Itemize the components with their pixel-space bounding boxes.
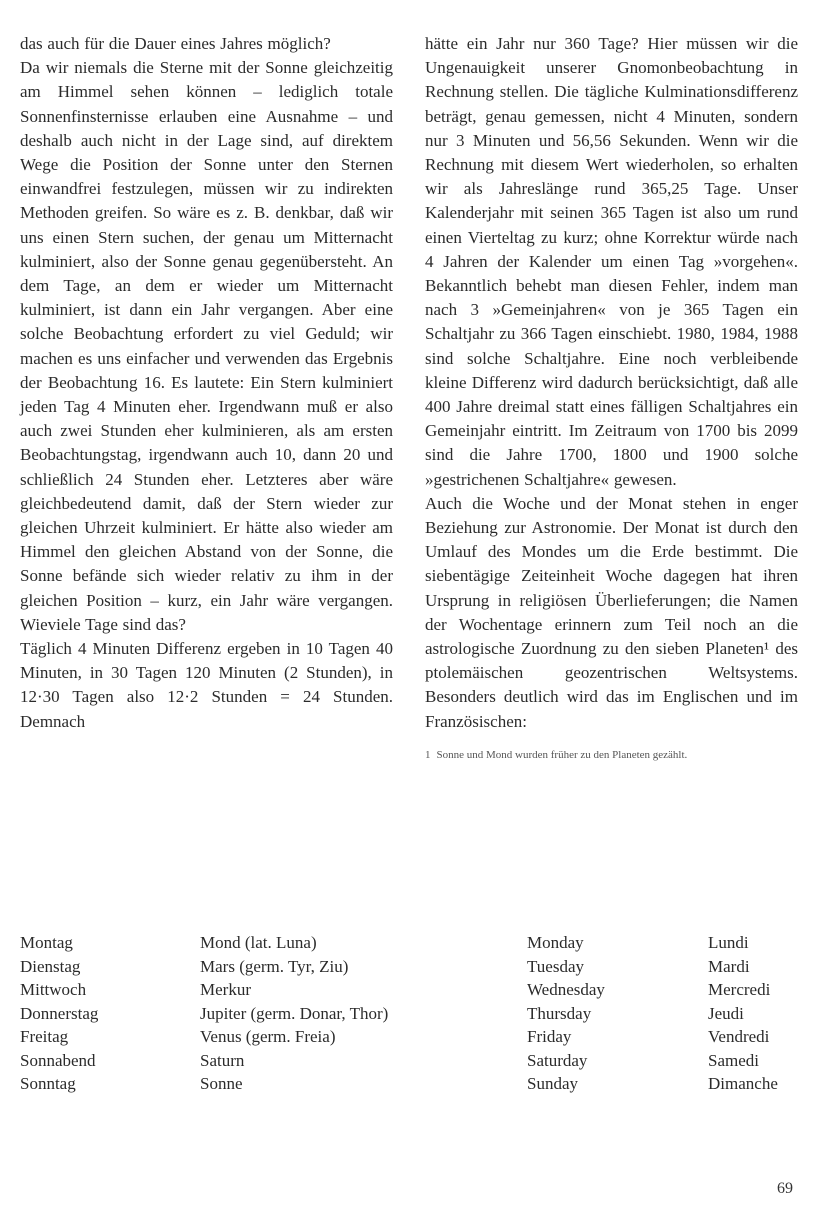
english-weekday: Thursday bbox=[527, 1003, 592, 1023]
planet-name: Venus (germ. Freia) bbox=[200, 1027, 336, 1046]
table-row bbox=[20, 931, 810, 955]
german-weekday: Montag bbox=[20, 933, 73, 952]
footnote bbox=[425, 748, 798, 762]
english-weekday: Tuesday bbox=[527, 956, 584, 976]
english-weekday: Saturday bbox=[527, 1050, 588, 1070]
weekday-names-table bbox=[20, 931, 810, 1096]
english-weekday: Monday bbox=[527, 933, 584, 952]
left-paragraph-2: Da wir niemals die Sterne mit der Sonne gleichzeitig am Himmel sehen können – lediglich totale Sonnenfinsternisse erlauben eine Ausnahme – und deshalb auch nicht in der Lage sind, auf direktem Wege die Position der Sonne unter den Sternen einwandfrei festzulegen, müssen wir zu indirekten Methoden greifen. So wäre es z. B. denkbar, daß wir uns einen Stern suchen, der genau um Mitternacht kulminiert, also der Sonne genau gegenübersteht. An dem Tage, an dem er wieder um Mitternacht kulminiert, ist dann ein Jahr vergangen. Aber eine solche Beobachtung erfordert zu viel Geduld; wir machen es uns einfacher und verwenden das Ergebnis der Beobachtung 16. Es lautete: Ein Stern kulminiert jeden Tag 4 Minuten eher. Irgendwann muß er also auch zwei Stunden eher kulminieren, als am ersten Beobachtungstag, irgendwann auch 10, dann 20 und schließlich 24 Stunden eher. Letzteres aber wäre gleichbedeutend damit, daß der Stern wieder zur gleichen Uhrzeit kulminiert. Er hätte also wieder am Himmel den gleichen Abstand von der Sonne, die Sonne befände sich wieder relativ zu ihm in der gleichen Position – kurz, ein Jahr wäre vergangen. Wieviele Tage sind das? bbox=[20, 58, 393, 634]
left-paragraph-3: Täglich 4 Minuten Differenz ergeben in 10 Tagen 40 Minuten, in 30 Tagen 120 Minuten (2 Stunden), in 12·30 Tagen also 12·2 Stunden = 24 Stunden. Demnach bbox=[20, 639, 393, 731]
planet-name: Saturn bbox=[200, 1050, 245, 1070]
footnote-number: 1 bbox=[425, 748, 431, 761]
table-row bbox=[20, 1002, 810, 1026]
planet-name: Jupiter (germ. Donar, Thor) bbox=[200, 1003, 389, 1023]
table-row bbox=[20, 955, 810, 979]
page-number: 69 bbox=[777, 1180, 793, 1197]
german-weekday: Donnerstag bbox=[20, 1003, 99, 1023]
french-weekday: Mercredi bbox=[708, 980, 771, 999]
french-weekday: Samedi bbox=[708, 1050, 759, 1070]
left-text-column bbox=[20, 32, 393, 734]
english-weekday: Friday bbox=[527, 1027, 572, 1046]
english-weekday: Wednesday bbox=[527, 980, 605, 999]
french-weekday: Vendredi bbox=[708, 1027, 770, 1046]
french-weekday: Dimanche bbox=[708, 1074, 778, 1093]
french-weekday: Jeudi bbox=[708, 1003, 744, 1023]
table-row bbox=[20, 1025, 810, 1049]
french-weekday: Lundi bbox=[708, 933, 749, 952]
german-weekday: Sonntag bbox=[20, 1074, 76, 1093]
planet-name: Mond (lat. Luna) bbox=[200, 933, 317, 952]
table-row bbox=[20, 1072, 810, 1096]
table-row bbox=[20, 1049, 810, 1073]
german-weekday: Freitag bbox=[20, 1027, 69, 1046]
planet-name: Mars (germ. Tyr, Ziu) bbox=[200, 956, 349, 976]
table-row bbox=[20, 978, 810, 1002]
german-weekday: Mittwoch bbox=[20, 980, 87, 999]
german-weekday: Dienstag bbox=[20, 956, 81, 976]
planet-name: Merkur bbox=[200, 980, 251, 999]
french-weekday: Mardi bbox=[708, 956, 750, 976]
planet-name: Sonne bbox=[200, 1074, 243, 1093]
footnote-text: Sonne und Mond wurden früher zu den Planeten gezählt. bbox=[436, 748, 688, 761]
german-weekday: Sonnabend bbox=[20, 1050, 96, 1070]
english-weekday: Sunday bbox=[527, 1074, 578, 1093]
right-text-column bbox=[425, 32, 798, 762]
left-paragraph-1: das auch für die Dauer eines Jahres möglich? bbox=[20, 34, 331, 53]
right-paragraph-2: Auch die Woche und der Monat stehen in enger Beziehung zur Astronomie. Der Monat ist durch den Umlauf des Mondes um die Erde bestimmt. Die siebentägige Zeiteinheit Woche dagegen hat ihren Ursprung in religiösen Überlieferungen; die Namen der Wochentage erinnern zum Teil noch an die astrologische Zuordnung zu den sieben Planeten¹ des ptolemäischen geozentrischen Weltsystems. Besonders deutlich wird das im Englischen und im Französischen: bbox=[425, 493, 798, 731]
right-paragraph-1: hätte ein Jahr nur 360 Tage? Hier müssen wir die Ungenauigkeit unserer Gnomonbeobachtung in Rechnung stellen. Die tägliche Kulminationsdifferenz beträgt, genau gemessen, nicht 4 Minuten, sondern nur 3 Minuten und 56,56 Sekunden. Wenn wir die Rechnung mit diesem Wert wiederholen, so erhalten wir als Jahreslänge rund 365,25 Tage. Unser Kalenderjahr mit seinen 365 Tagen ist also um rund einen Vierteltag zu kurz; ohne Korrektur würde nach 4 Jahren der Kalender um einen Tag »vorgehen«. Bekanntlich behebt man diesen Fehler, indem man nach 3 »Gemeinjahren« von je 365 Tagen ein Schaltjahr zu 366 Tagen einschiebt. 1980, 1984, 1988 sind solche Schaltjahre. Eine noch verbleibende kleine Differenz wird dadurch berücksichtigt, daß alle 400 Jahre dreimal statt eines fälligen Schaltjahres ein Gemeinjahr eintritt. Im Zeitraum von 1700 bis 2099 sind die Jahre 1700, 1800 und 1900 solche »gestrichenen Schaltjahre« gewesen. bbox=[425, 34, 798, 489]
